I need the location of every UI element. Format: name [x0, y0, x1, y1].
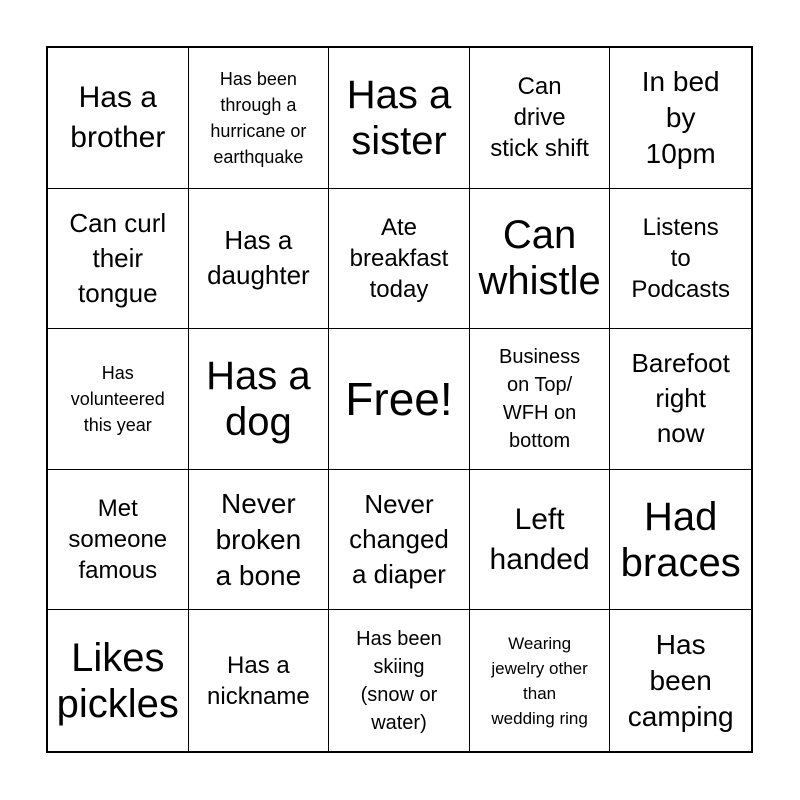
bingo-cell-text: Never changed a diaper: [349, 489, 449, 590]
bingo-cell-text: Business on Top/ WFH on bottom: [499, 345, 581, 452]
bingo-cell-text: Free!: [345, 372, 453, 425]
bingo-cell[interactable]: [189, 48, 330, 189]
bingo-cell-text: Has a nickname: [207, 651, 310, 710]
bingo-cell-text: Has been skiing (snow or water): [356, 627, 442, 734]
bingo-cell-text: Has been camping: [627, 628, 734, 732]
bingo-cell[interactable]: [189, 329, 330, 470]
bingo-cell[interactable]: [329, 48, 470, 189]
bingo-cell-free[interactable]: [329, 329, 470, 470]
bingo-cell[interactable]: [48, 329, 189, 470]
bingo-cell-text: Listens to Podcasts: [631, 213, 731, 303]
bingo-cell-text: Has a sister: [346, 72, 452, 163]
bingo-cell-text: Has volunteered this year: [70, 362, 165, 435]
bingo-cell-text: Met someone famous: [68, 495, 168, 585]
bingo-cell[interactable]: [470, 610, 611, 751]
bingo-cell[interactable]: [48, 48, 189, 189]
bingo-cell-text: Left handed: [489, 502, 590, 576]
bingo-cell[interactable]: [610, 470, 751, 611]
bingo-cell-text: Never broken a bone: [215, 487, 302, 591]
bingo-cell-text: Has a brother: [70, 80, 166, 154]
bingo-cell[interactable]: [470, 329, 611, 470]
bingo-cell[interactable]: [189, 470, 330, 611]
bingo-cell[interactable]: [329, 189, 470, 330]
bingo-cell[interactable]: [470, 470, 611, 611]
bingo-cell-text: Likes pickles: [56, 635, 179, 726]
bingo-cell-text: Barefoot right now: [631, 348, 730, 449]
bingo-cell[interactable]: [610, 189, 751, 330]
bingo-cell[interactable]: [329, 610, 470, 751]
bingo-cell[interactable]: [610, 610, 751, 751]
bingo-cell[interactable]: [189, 189, 330, 330]
bingo-cell-text: Can drive stick shift: [490, 73, 589, 163]
bingo-cell-text: Has a daughter: [207, 225, 310, 291]
bingo-cell-text: Wearing jewelry other than wedding ring: [491, 633, 588, 728]
bingo-cell-text: Had braces: [620, 494, 741, 585]
bingo-cell-text: In bed by 10pm: [641, 65, 720, 169]
bingo-cell[interactable]: [189, 610, 330, 751]
bingo-cell[interactable]: [610, 48, 751, 189]
bingo-cell[interactable]: [48, 470, 189, 611]
bingo-cell-text: Can whistle: [478, 213, 601, 304]
bingo-cell[interactable]: [48, 610, 189, 751]
bingo-cell-text: Can curl their tongue: [69, 207, 167, 308]
bingo-cell[interactable]: [470, 189, 611, 330]
bingo-cell-text: Ate breakfast today: [349, 213, 449, 303]
bingo-cell[interactable]: [329, 470, 470, 611]
bingo-cell[interactable]: [610, 329, 751, 470]
bingo-cell[interactable]: [470, 48, 611, 189]
bingo-board: [46, 46, 753, 753]
bingo-cell[interactable]: [48, 189, 189, 330]
bingo-cell-text: Has been through a hurricane or earthquake: [210, 68, 307, 167]
bingo-cell-text: Has a dog: [206, 353, 311, 444]
